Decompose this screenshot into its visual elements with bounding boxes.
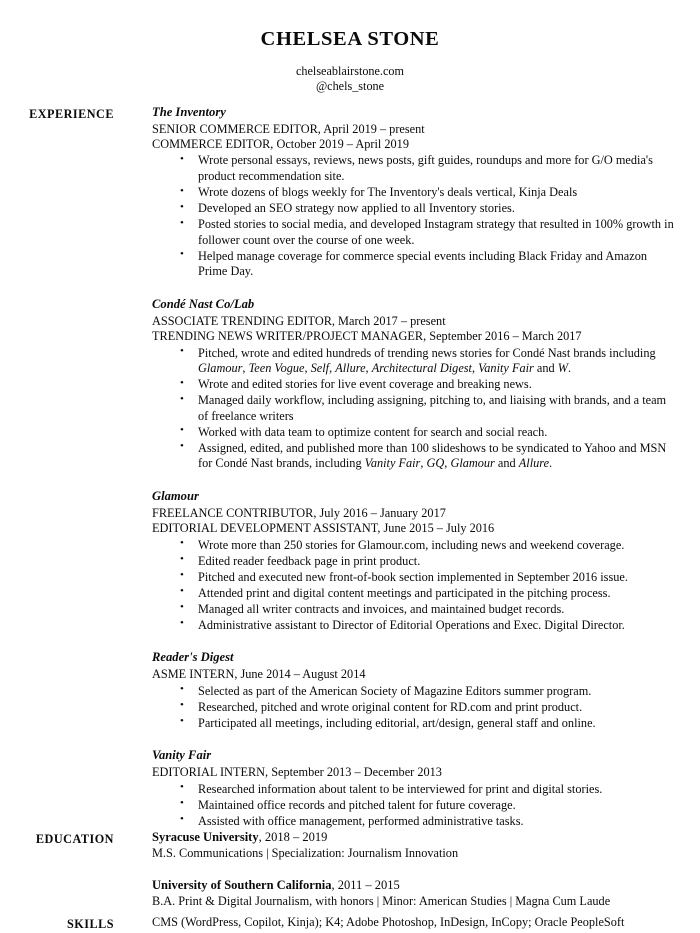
bullet-text: ,: [304, 361, 311, 376]
bullet-text: ,: [365, 361, 372, 376]
responsibility-item: • Researched, pitched and wrote original content for RD.com and print product.: [152, 700, 678, 716]
contact-handle: @chels_stone: [315, 79, 385, 94]
contact-website: chelseablairstone.com: [296, 63, 404, 78]
experience-entry: [152, 748, 678, 829]
responsibility-item: • Selected as part of the American Society of Magazine Editors summer program.: [152, 684, 678, 700]
section-label-experience: EXPERIENCE: [29, 106, 114, 121]
experience-entry: [152, 297, 678, 472]
education-entries: [114, 830, 700, 910]
skills-section: [0, 915, 700, 933]
responsibility-item: [152, 425, 678, 441]
experience-entries: [114, 105, 700, 830]
job-title-dates: FREELANCE CONTRIBUTOR, July 2016 – January 2017: [152, 505, 446, 520]
education-label-column: [0, 830, 114, 848]
school-name: Syracuse University: [152, 829, 259, 844]
employer-name: Vanity Fair: [152, 748, 212, 763]
candidate-name: CHELSEA STONE: [260, 28, 440, 50]
experience-entry: [152, 489, 678, 633]
bullet-text: and: [533, 361, 558, 376]
education-entry: [152, 878, 678, 909]
responsibility-list: [152, 153, 678, 279]
school-years: , 2011 – 2015: [331, 878, 400, 893]
responsibility-item: • Attended print and digital content meetings and participated in the pitching process.: [152, 586, 678, 602]
publication-title: Allure: [335, 361, 366, 376]
responsibility-item: • Wrote more than 250 stories for Glamour.com, including news and weekend coverage.: [152, 538, 678, 554]
responsibility-item: • Wrote personal essays, reviews, news posts, gift guides, roundups and more for G/O media's product recommendation site.: [152, 153, 678, 184]
bullet-text: ,: [329, 361, 336, 376]
responsibility-item: • Administrative assistant to Director of Editorial Operations and Exec. Digital Director.: [152, 618, 678, 634]
responsibility-item: • Managed all writer contracts and invoices, and maintained budget records.: [152, 602, 678, 618]
job-title-dates: EDITORIAL DEVELOPMENT ASSISTANT, June 2015 – July 2016: [152, 521, 495, 536]
responsibility-item: [152, 377, 678, 393]
publication-title: Vanity Fair: [478, 361, 534, 376]
responsibility-item: [152, 393, 678, 424]
bullet-text: and: [494, 456, 519, 471]
job-title-dates: TRENDING NEWS WRITER/PROJECT MANAGER, September 2016 – March 2017: [152, 329, 582, 344]
bullet-text: .: [549, 456, 553, 471]
responsibility-item: • Assisted with office management, performed administrative tasks.: [152, 814, 678, 830]
responsibility-list: [152, 346, 678, 472]
section-label-skills: SKILLS: [66, 917, 114, 932]
publication-title: Vanity Fair: [364, 456, 421, 471]
employer-name: Glamour: [152, 488, 199, 503]
responsibility-list: [152, 684, 678, 732]
skills-label-column: [0, 915, 114, 933]
bullet-text: Managed daily workflow, including assigning, pitching to, and liaising with brands, and a team of freelance writers: [198, 393, 667, 423]
education-entry: [152, 830, 678, 861]
job-title-dates: ASSOCIATE TRENDING EDITOR, March 2017 – present: [152, 313, 446, 328]
responsibility-item: • Edited reader feedback page in print product.: [152, 554, 678, 570]
bullet-text: ,: [242, 361, 249, 376]
responsibility-item: • Maintained office records and pitched talent for future coverage.: [152, 798, 678, 814]
responsibility-item: • Posted stories to social media, and developed Instagram strategy that resulted in 100% growth in follower count over the course of one week.: [152, 217, 678, 248]
bullet-text: Pitched, wrote and edited hundreds of trending news stories for Condé Nast brands including: [198, 345, 656, 360]
school-name: University of Southern California: [152, 878, 332, 893]
school-years: , 2018 – 2019: [258, 829, 328, 844]
responsibility-item: • Participated all meetings, including editorial, art/design, general staff and online.: [152, 716, 678, 732]
responsibility-item: • Helped manage coverage for commerce special events including Black Friday and Amazon Prime Day.: [152, 249, 678, 280]
publication-title: Glamour: [198, 361, 243, 376]
experience-entry: [152, 105, 678, 280]
experience-section: [0, 105, 700, 830]
publication-title: W: [557, 361, 568, 376]
bullet-text: ,: [471, 361, 479, 376]
responsibility-item: [152, 346, 678, 377]
job-title-dates: EDITORIAL INTERN, September 2013 – December 2013: [152, 765, 442, 780]
responsibility-list: [152, 538, 678, 634]
publication-title: Glamour: [450, 456, 495, 471]
resume-header: [0, 0, 700, 95]
publication-title: Allure: [518, 456, 550, 471]
bullet-text: Assigned, edited, and published more than 100 slideshows to be syndicated to Yahoo and MSN for Condé Nast brands, including: [198, 440, 667, 471]
employer-name: Reader's Digest: [152, 650, 234, 665]
responsibility-item: • Wrote dozens of blogs weekly for The Inventory's deals vertical, Kinja Deals: [152, 185, 678, 201]
skills-list: CMS (WordPress, Copilot, Kinja); K4; Adobe Photoshop, InDesign, InCopy; Oracle PeopleSoft: [152, 915, 625, 930]
section-label-education: EDUCATION: [35, 831, 114, 846]
job-title-dates: SENIOR COMMERCE EDITOR, April 2019 – present: [152, 121, 425, 136]
degree-detail: B.A. Print & Digital Journalism, with honors | Minor: American Studies | Magna Cum Laude: [152, 893, 611, 908]
employer-name: The Inventory: [152, 104, 226, 119]
bullet-text: ,: [444, 456, 451, 471]
education-section: [0, 830, 700, 910]
experience-entry: [152, 650, 678, 731]
bullet-text: Worked with data team to optimize content for search and social reach.: [198, 424, 548, 439]
responsibility-item: • Researched information about talent to be interviewed for print and digital stories.: [152, 782, 678, 798]
experience-label-column: [0, 105, 114, 123]
responsibility-item: • Pitched and executed new front-of-book section implemented in September 2016 issue.: [152, 570, 678, 586]
skills-body: [114, 915, 700, 931]
job-title-dates: ASME INTERN, June 2014 – August 2014: [152, 667, 366, 682]
bullet-text: .: [567, 361, 572, 376]
responsibility-item: • Developed an SEO strategy now applied to all Inventory stories.: [152, 201, 678, 217]
bullet-text: Wrote and edited stories for live event coverage and breaking news.: [198, 377, 532, 392]
publication-title: Teen Vogue: [248, 361, 305, 376]
degree-detail: M.S. Communications | Specialization: Journalism Innovation: [152, 845, 459, 860]
bullet-text: ,: [420, 456, 427, 471]
responsibility-item: [152, 441, 678, 472]
responsibility-list: [152, 782, 678, 830]
publication-title: Self: [310, 361, 330, 376]
employer-name: Condé Nast Co/Lab: [152, 296, 255, 311]
publication-title: GQ: [426, 456, 445, 471]
school-line: [152, 830, 678, 846]
publication-title: Architectural Digest: [371, 361, 472, 376]
contact-info: [0, 64, 700, 95]
job-title-dates: COMMERCE EDITOR, October 2019 – April 2019: [152, 137, 409, 152]
